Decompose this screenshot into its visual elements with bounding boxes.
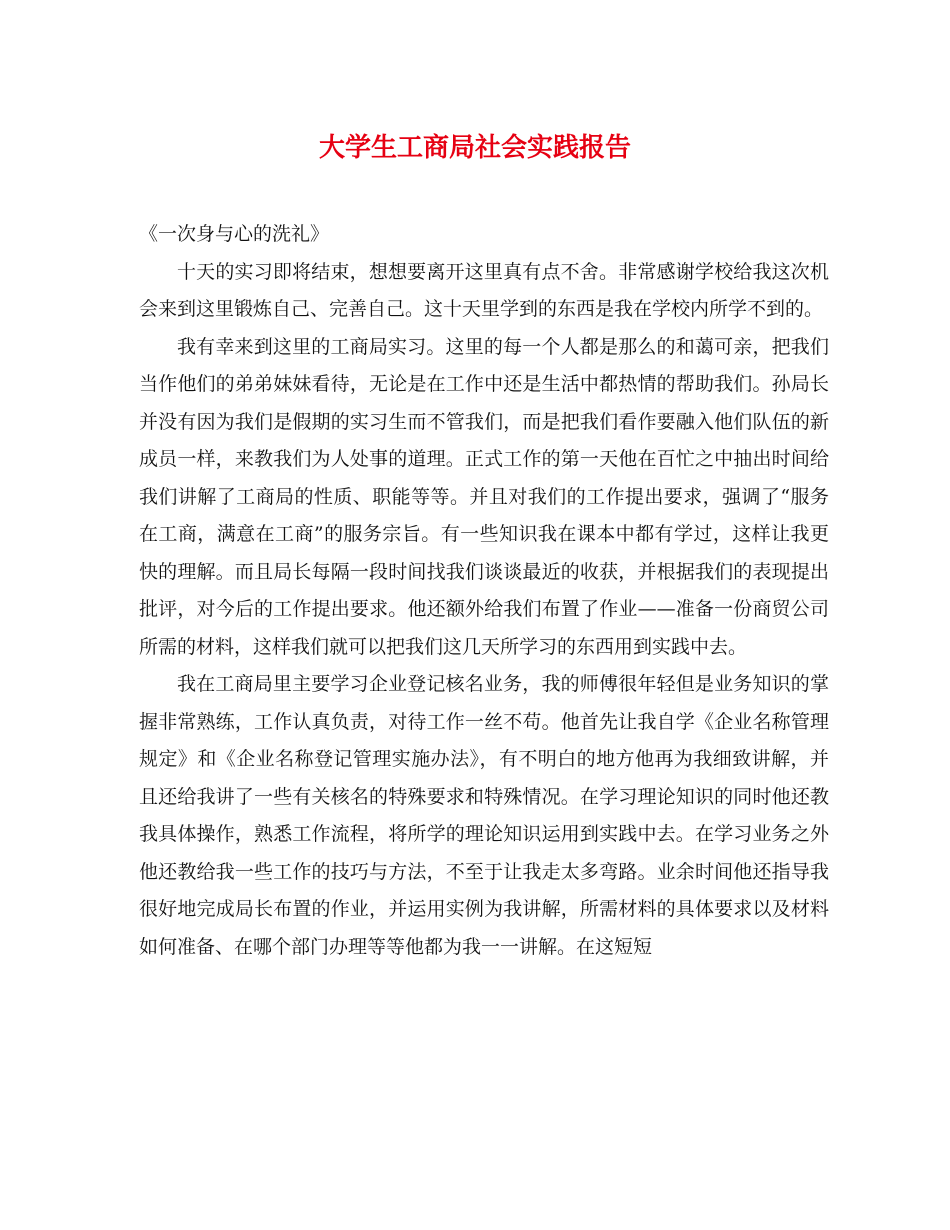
document-subtitle: 《一次身与心的洗礼》 <box>139 223 330 245</box>
paragraph-3: 我在工商局里主要学习企业登记核名业务，我的师傅很年轻但是业务知识的掌握非常熟练，工作认真负责，对待工作一丝不苟。他首先让我自学《企业名称管理规定》和《企业名称登记管理实施办法》，有不明白的地方他再为我细致讲解，并且还给我讲了一些有关核名的特殊要求和特殊情况。在学习理论知识的同时他还教我具体操作，熟悉工作流程，将所学的理论知识运用到实践中去。在学习业务之外他还教给我一些工作的技巧与方法，不至于让我走太多弯路。业余时间他还指导我很好地完成局长布置的作业，并运用实例为我讲解，所需材料的具体要求以及材料如何准备、在哪个部门办理等等他都为我一一讲解。在这短短 <box>139 673 829 958</box>
paragraph-2: 我有幸来到这里的工商局实习。这里的每一个人都是那么的和蔼可亲，把我们当作他们的弟弟妹妹看待，无论是在工作中还是生活中都热情的帮助我们。孙局长并没有因为我们是假期的实习生而不管我们，而是把我们看作要融入他们队伍的新成员一样，来教我们为人处事的道理。正式工作的第一天他在百忙之中抽出时间给我们讲解了工商局的性质、职能等等。并且对我们的工作提出要求，强调了“服务在工商，满意在工商”的服务宗旨。有一些知识我在课本中都有学过，这样让我更快的理解。而且局长每隔一段时间找我们谈谈最近的收获，并根据我们的表现提出批评，对今后的工作提出要求。他还额外给我们布置了作业——准备一份商贸公司所需的材料，这样我们就可以把我们这几天所学习的东西用到实践中去。 <box>139 335 829 658</box>
document-title: 大学生工商局社会实践报告 <box>318 133 631 163</box>
paragraph-1: 十天的实习即将结束，想想要离开这里真有点不舍。非常感谢学校给我这次机会来到这里锻炼自己、完善自己。这十天里学到的东西是我在学校内所学不到的。 <box>139 260 829 320</box>
document-body <box>139 216 829 966</box>
